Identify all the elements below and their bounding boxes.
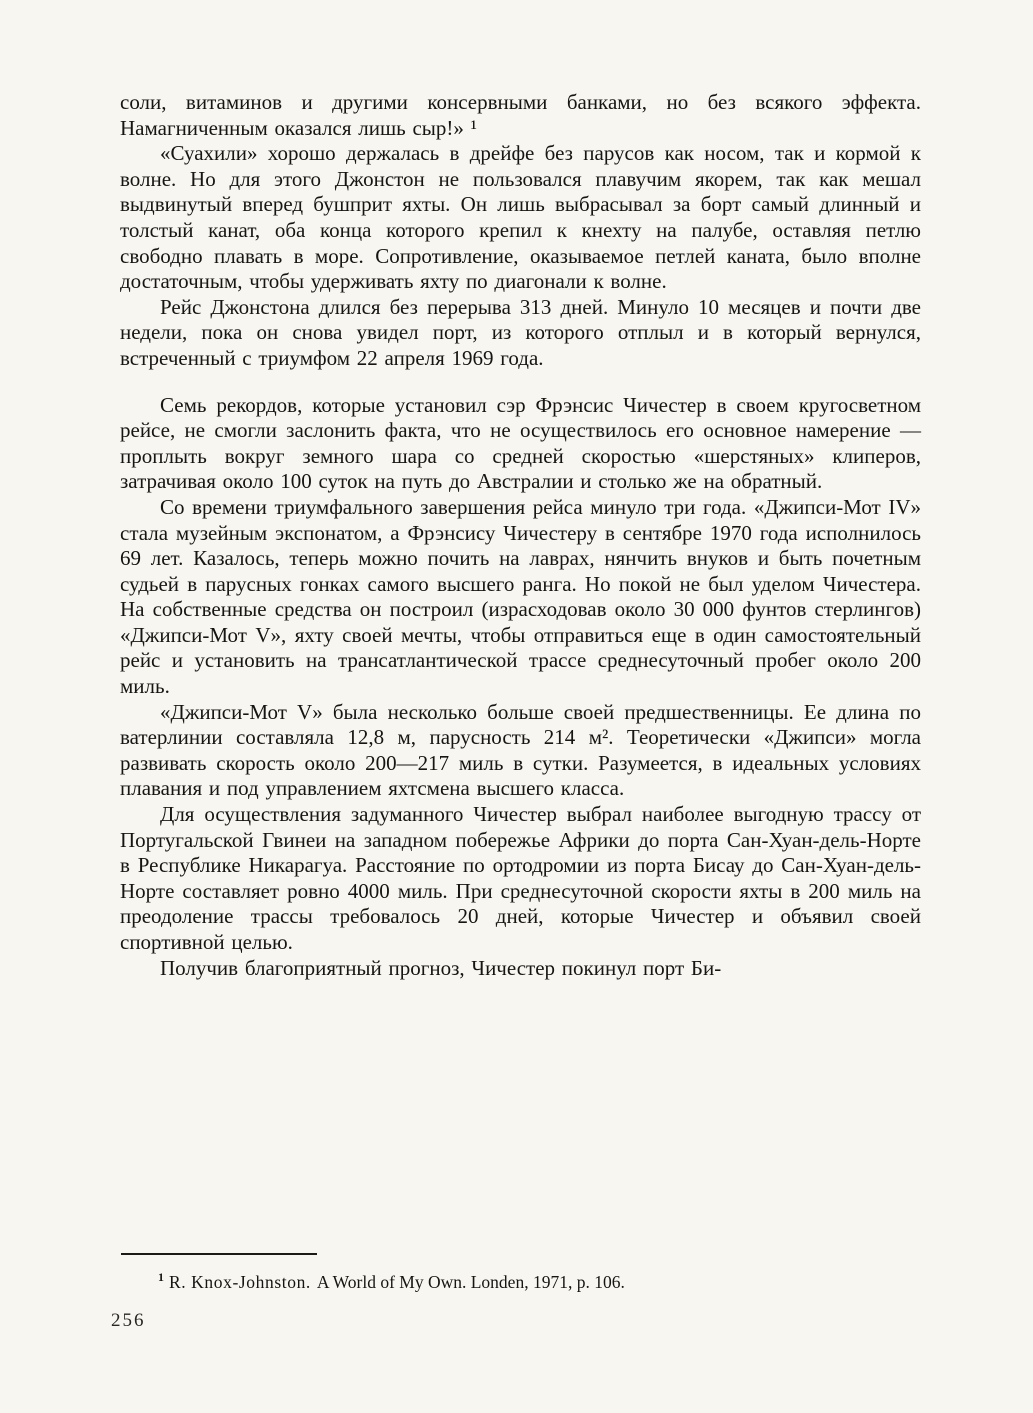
- footnote-rule: [121, 1253, 317, 1255]
- paragraph: «Суахили» хорошо держалась в дрейфе без парусов как носом, так и кормой к волне. Но для этого Джонстон не пользовался плавучим якорем, так как мешал выдвинутый вперед бушприт яхты. Он лишь выбрасывал за борт самый длинный и толстый канат, оба конца которого крепил к кнехту на палубе, оставляя петлю свободно плавать в море. Сопротивление, оказываемое петлей каната, было вполне достаточным, чтобы удерживать яхту по диагонали к волне.: [120, 141, 921, 294]
- footnote-marker: 1: [158, 1270, 164, 1284]
- paragraph: Семь рекордов, которые установил сэр Фрэнсис Чичестер в своем кругосветном рейсе, не смогли заслонить факта, что не осуществилось его основное намерение — проплыть вокруг земного шара со средней скоростью «шерстяных» клиперов, затрачивая около 100 суток на путь до Австралии и столько же на обратный.: [120, 392, 921, 494]
- footnote-author: R. Knox-Johnston.: [168, 1271, 311, 1292]
- footnote: [120, 1266, 921, 1293]
- paragraph: Для осуществления задуманного Чичестер выбрал наиболее выгодную трассу от Португальской Гвинеи на западном побережье Африки до порта Сан-Хуан-дель-Норте в Республике Никарагуа. Расстояние по ортодромии из порта Бисау до Сан-Хуан-дель-Норте составляет ровно 4000 миль. При среднесуточной скорости яхты в 200 миль на преодоление трассы требовалось 20 дней, которые Чичестер и объявил своей спортивной целью.: [120, 802, 921, 954]
- paragraph: Со времени триумфального завершения рейса минуло три года. «Джипси-Мот IV» стала музейным экспонатом, а Фрэнсису Чичестеру в сентябре 1970 года исполнилось 69 лет. Казалось, теперь можно почить на лаврах, нянчить внуков и быть почетным судьей в парусных гонках самого высшего ранга. Но покой не был уделом Чичестера. На собственные средства он построил (израсходовав около 30 000 фунтов стерлингов) «Джипси-Мот V», яхту своей мечты, чтобы отправиться еще в один самостоятельный рейс и установить на трансатлантической трассе среднесуточный пробег около 200 миль.: [120, 494, 921, 699]
- paragraph: «Джипси-Мот V» была несколько больше своей предшественницы. Ее длина по ватерлинии составляла 12,8 м, парусность 214 м². Теоретически «Джипси» могла развивать скорость около 200—217 миль в сутки. Разумеется, в идеальных условиях плавания и под управлением яхтсмена высшего класса.: [120, 699, 921, 801]
- paragraph: Рейс Джонстона длился без перерыва 313 дней. Минуло 10 месяцев и почти две недели, пока он снова увидел порт, из которого отплыл и в который вернулся, встреченный с триумфом 22 апреля 1969 года.: [120, 294, 921, 370]
- text-column: [120, 90, 921, 981]
- paragraph: Получив благоприятный прогноз, Чичестер покинул порт Би-: [160, 955, 722, 980]
- page-number: 256: [111, 1310, 146, 1331]
- footnote-text: A World of My Own. Londen, 1971, p. 106.: [316, 1271, 625, 1292]
- paragraph: соли, витаминов и другими консервными банками, но без всякого эффекта. Намагниченным оказался лишь сыр!» ¹: [120, 90, 921, 140]
